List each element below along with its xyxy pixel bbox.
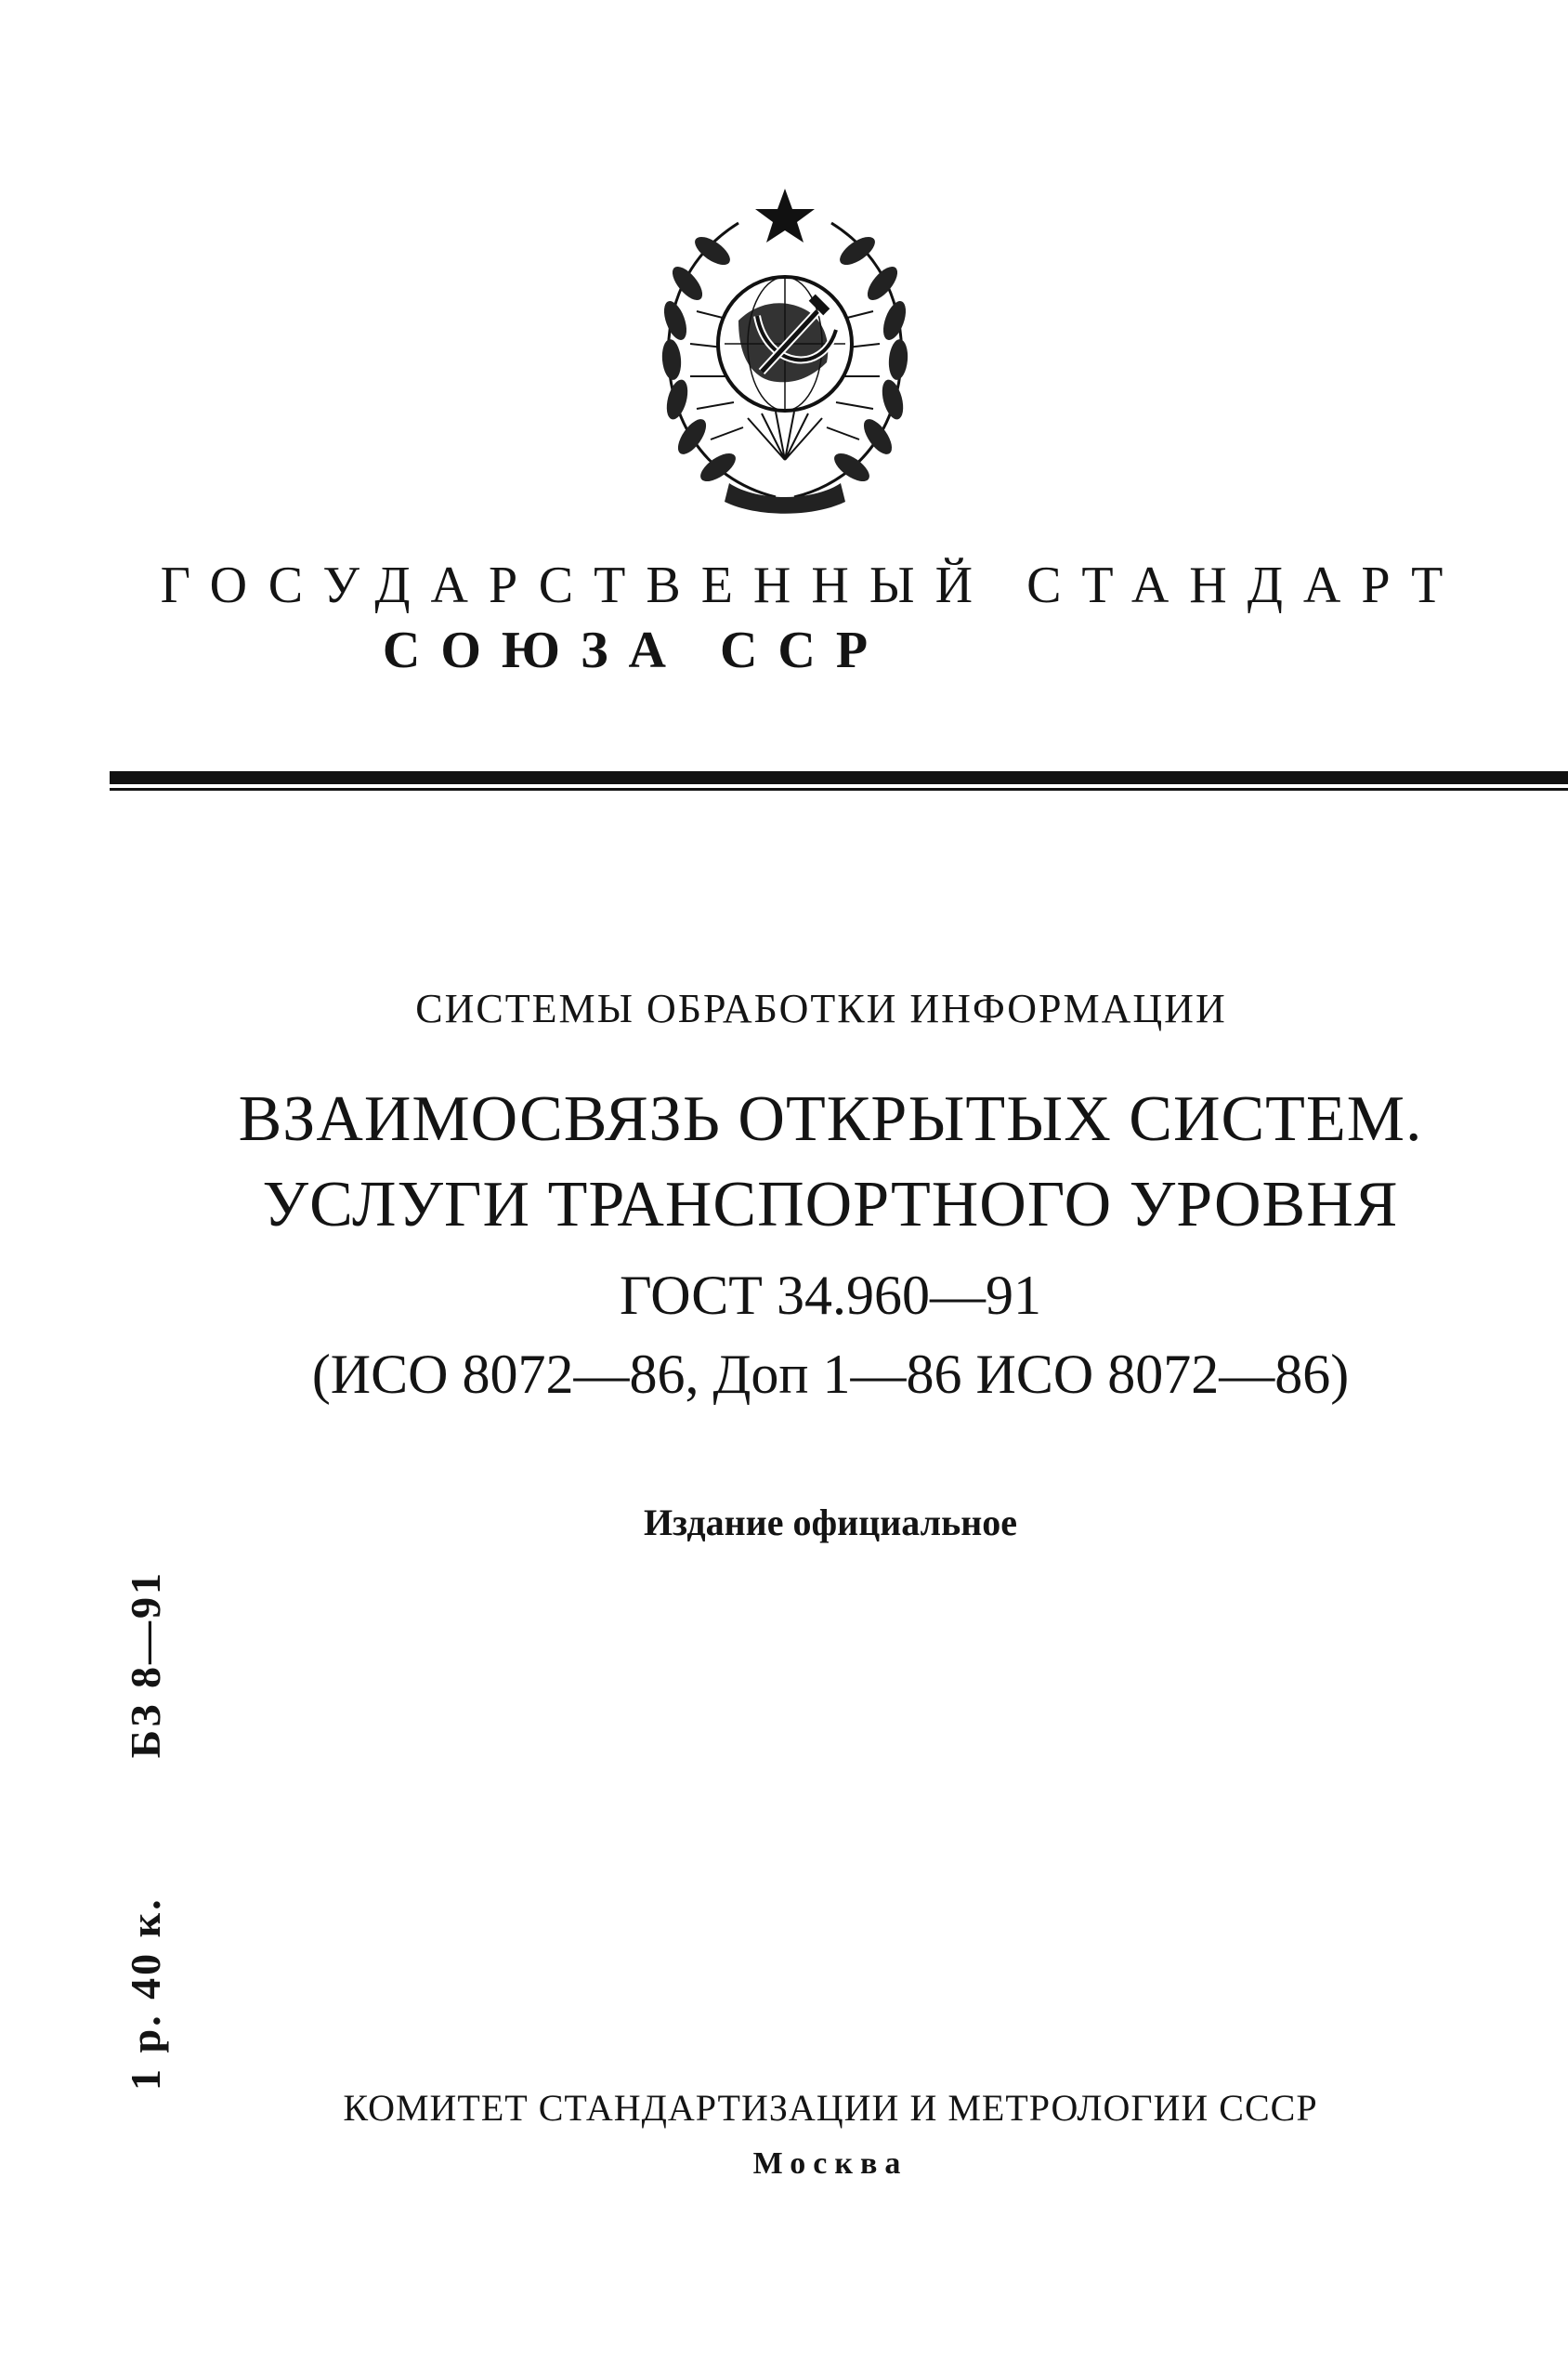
side-price-code	[121, 1570, 176, 2091]
publisher-committee: КОМИТЕТ СТАНДАРТИЗАЦИИ И МЕТРОЛОГИИ СССР	[343, 2087, 1318, 2129]
document-title-line1: ВЗАИМОСВЯЗЬ ОТКРЫТЫХ СИСТЕМ.	[238, 1083, 1423, 1155]
document-subject: СИСТЕМЫ ОБРАБОТКИ ИНФОРМАЦИИ	[415, 986, 1227, 1031]
iso-reference: (ИСО 8072—86, Доп 1—86 ИСО 8072—86)	[311, 1344, 1350, 1405]
publisher-city: Москва	[752, 2146, 908, 2181]
price-label: 1 р. 40 к.	[122, 1896, 169, 2091]
header-divider	[110, 771, 1568, 784]
header-state-standard: ГОСУДАРСТВЕННЫЙ СТАНДАРТ	[160, 557, 1464, 614]
standard-number: ГОСТ 34.960—91	[620, 1265, 1041, 1326]
state-emblem-icon	[646, 181, 924, 525]
document-title-line2: УСЛУГИ ТРАНСПОРТНОГО УРОВНЯ	[262, 1169, 1399, 1240]
header-ussr: СОЮЗА ССР	[382, 622, 889, 679]
catalog-code: БЗ 8—91	[122, 1570, 169, 1759]
header-divider-thin	[110, 788, 1568, 791]
edition-note: Издание официальное	[643, 1502, 1018, 1543]
